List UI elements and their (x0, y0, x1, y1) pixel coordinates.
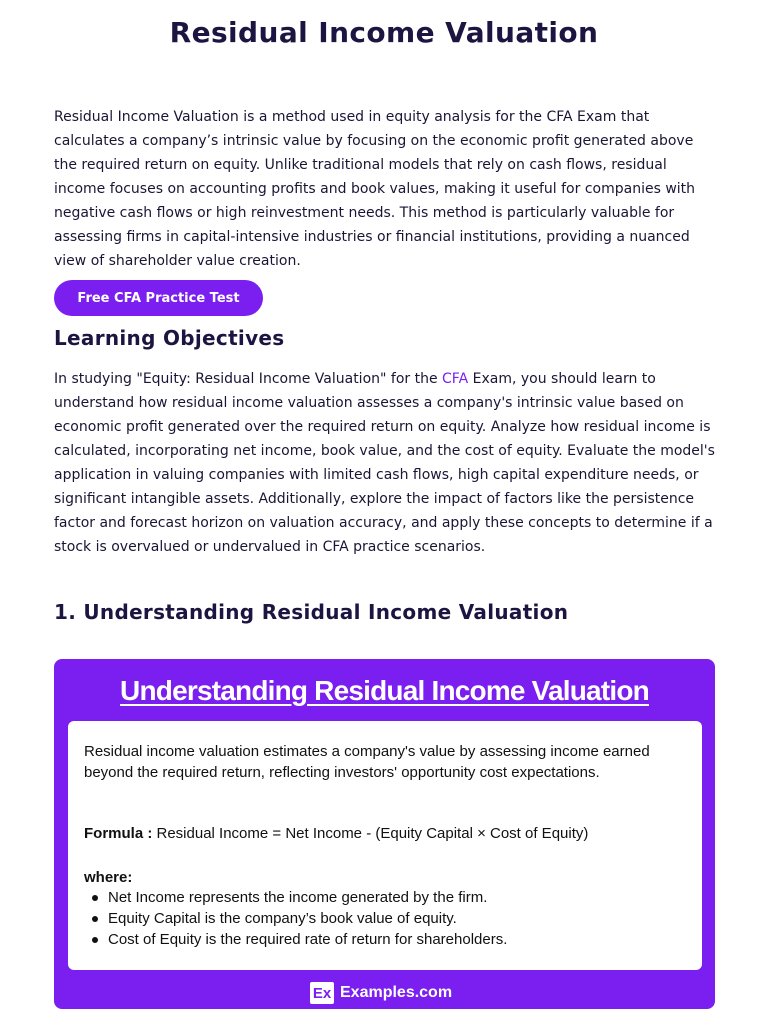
learning-objectives-paragraph (54, 367, 716, 559)
list-item: Net Income represents the income generated by the firm. (90, 887, 680, 908)
formula-text: Residual Income = Net Income - (Equity Capital × Cost of Equity) (152, 825, 589, 842)
list-item: Cost of Equity is the required rate of return for shareholders. (90, 929, 680, 950)
definitions-list (90, 887, 680, 950)
free-practice-test-button[interactable]: Free CFA Practice Test (54, 280, 263, 316)
section-heading-understanding: 1. Understanding Residual Income Valuation (54, 600, 569, 624)
cfa-link[interactable]: CFA (442, 371, 469, 387)
infographic-card (68, 721, 702, 970)
page-title: Residual Income Valuation (169, 16, 599, 49)
objectives-text-after: Exam, you should learn to understand how residual income valuation assesses a company's intrinsic value based on economic profit generated over the required return on equity. Analyze how residual income is calculated, incorporating net income, book value, and the cost of equity. Evaluate the model's application in valuing companies with limited cash flows, high capital expenditure needs, or significant intangible assets. Additionally, explore the impact of factors like the persistence factor and forecast horizon on valuation accuracy, and apply these concepts to determine if a stock is overvalued or undervalued in CFA practice scenarios. (54, 371, 715, 555)
infographic-description: Residual income valuation estimates a company's value by assessing income earned beyond the required return, reflecting investors' opportunity cost expectations. (84, 743, 650, 781)
learning-objectives-heading: Learning Objectives (54, 326, 285, 350)
examples-logo-icon: Ex (310, 982, 334, 1004)
formula-label: Formula : (84, 825, 153, 842)
where-label: where: (84, 869, 133, 886)
brand-footer (310, 981, 452, 1005)
infographic-panel (54, 659, 715, 1009)
infographic-title: Understanding Residual Income Valuation (120, 675, 649, 706)
list-item: Equity Capital is the company’s book value of equity. (90, 908, 680, 929)
brand-name: Examples.com (340, 984, 453, 1001)
intro-paragraph: Residual Income Valuation is a method used in equity analysis for the CFA Exam that calculates a company’s intrinsic value by focusing on the economic profit generated above the required return on equity. Unlike traditional models that rely on cash flows, residual income focuses on accounting profits and book values, making it useful for companies with negative cash flows or high reinvestment needs. This method is particularly valuable for assessing firms in capital-intensive industries or financial institutions, providing a nuanced view of shareholder value creation. (54, 109, 696, 269)
formula-line (84, 823, 588, 844)
objectives-text-before: In studying "Equity: Residual Income Valuation" for the (54, 371, 443, 387)
